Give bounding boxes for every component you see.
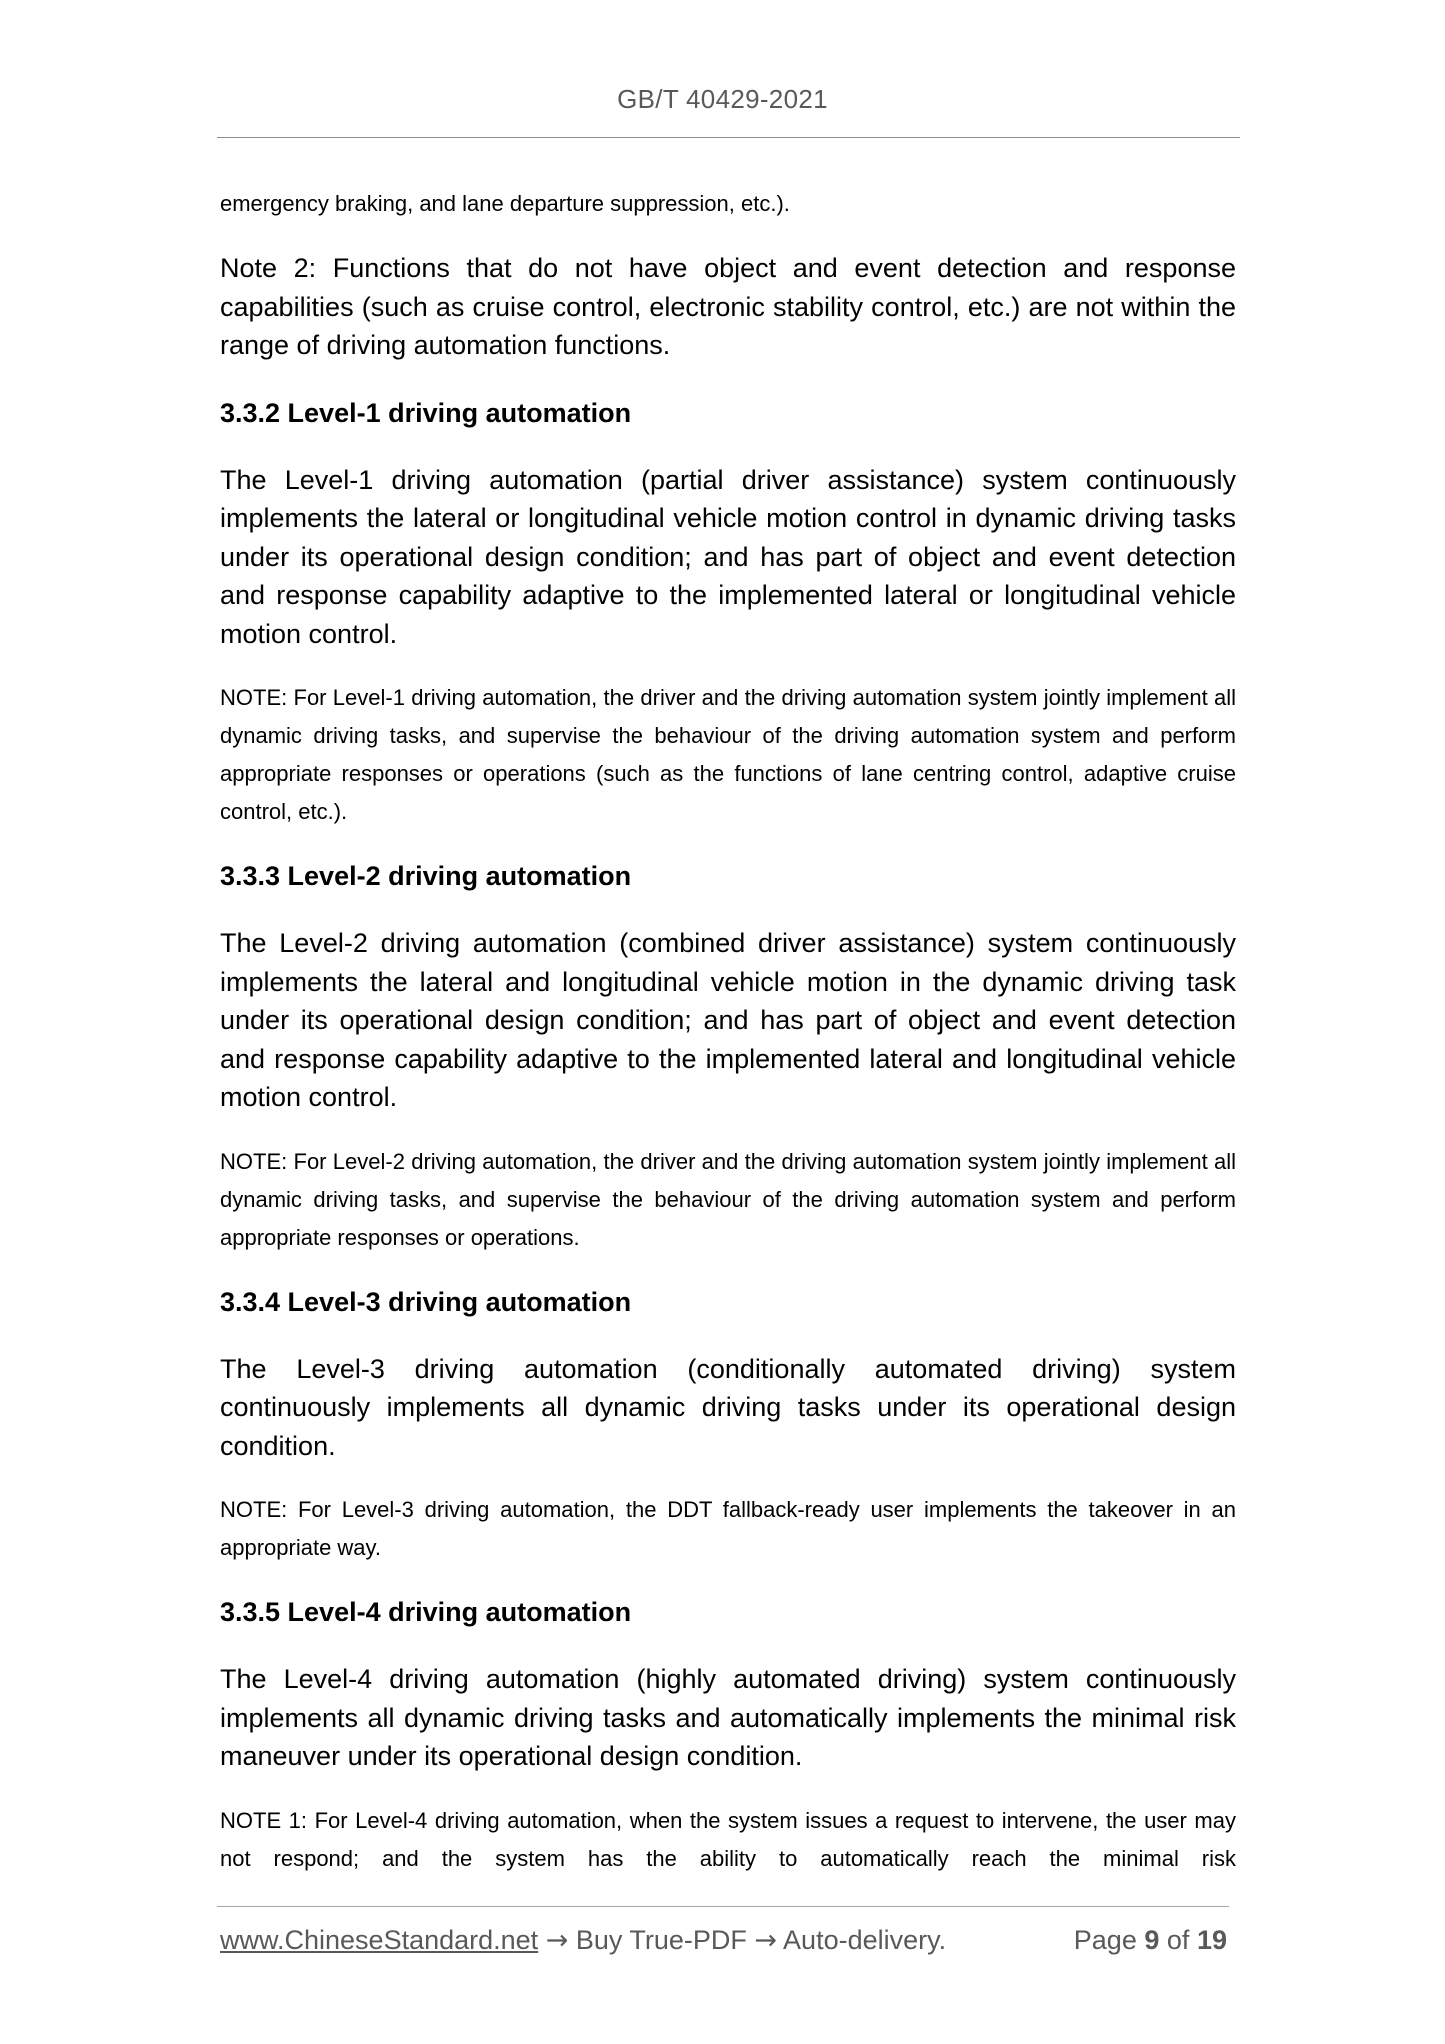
of-label: of <box>1166 1925 1190 1955</box>
level-1-paragraph: The Level-1 driving automation (partial driver assistance) system continuously implements the lateral or longitudinal vehicle motion control in dynamic driving tasks under its operational design condition; and has part of object and event detection and response capability adaptive to the implemented lateral or longitudinal vehicle motion control. <box>220 464 1236 649</box>
website-link[interactable]: www.ChineseStandard.net <box>220 1925 539 1955</box>
level-1-note: NOTE: For Level-1 driving automation, the driver and the driving automation system jointly implement all dynamic driving tasks, and supervise the behaviour of the driving automation system and perform appropriate responses or operations (such as the functions of lane centring control, adaptive cruise control, etc.). <box>220 685 1236 824</box>
level-2-note: NOTE: For Level-2 driving automation, the driver and the driving automation system jointly implement all dynamic driving tasks, and supervise the behaviour of the driving automation system and perform appropriate responses or operations. <box>220 1148 1236 1250</box>
level-3-note: NOTE: For Level-3 driving automation, the DDT fallback-ready user implements the takeover in an appropriate way. <box>220 1497 1236 1560</box>
page-number <box>1074 1925 1227 1956</box>
header-divider <box>217 137 1240 138</box>
arrow-right-icon: → <box>754 1925 778 1956</box>
level-4-paragraph: The Level-4 driving automation (highly automated driving) system continuously implements all dynamic driving tasks and automatically implements the minimal risk maneuver under its operational design condition. <box>220 1664 1236 1771</box>
level-4-note-1: NOTE 1: For Level-4 driving automation, when the system issues a request to intervene, the user may not respond; and the system has the ability to automatically reach the minimal risk <box>220 1807 1236 1871</box>
footer-divider <box>217 1906 1229 1907</box>
section-heading-3-3-3: 3.3.3 Level-2 driving automation <box>220 861 632 891</box>
paragraph-continuation: emergency braking, and lane departure suppression, etc.). <box>220 191 790 216</box>
section-heading-3-3-2: 3.3.2 Level-1 driving automation <box>220 397 632 428</box>
page-header <box>0 84 1445 115</box>
total-pages: 19 <box>1196 1925 1227 1955</box>
section-heading-3-3-4: 3.3.4 Level-3 driving automation <box>220 1286 632 1317</box>
page-label: Page <box>1073 1925 1137 1955</box>
current-page: 9 <box>1144 1925 1160 1955</box>
level-3-paragraph: The Level-3 driving automation (conditionally automated driving) system continuously implements all dynamic driving tasks under its operational design condition. <box>220 1353 1236 1461</box>
level-2-paragraph: The Level-2 driving automation (combined driver assistance) system continuously implements the lateral and longitudinal vehicle motion in the dynamic driving task under its operational design condition; and has part of object and event detection and response capability adaptive to the implemented lateral and longitudinal vehicle motion control. <box>220 928 1236 1112</box>
arrow-right-icon: → <box>545 1925 569 1956</box>
auto-delivery-text: Auto-delivery. <box>783 1925 947 1955</box>
note-2-paragraph: Note 2: Functions that do not have object and event detection and response capabilities (such as cruise control, electronic stability control, etc.) are not within the range of driving automation functions. <box>220 253 1236 360</box>
section-heading-3-3-5: 3.3.5 Level-4 driving automation <box>220 1597 632 1627</box>
footer-promo <box>220 1925 946 1956</box>
buy-true-pdf-text: Buy True-PDF <box>575 1925 747 1955</box>
standard-code: GB/T 40429-2021 <box>617 84 828 114</box>
document-body <box>220 185 1236 1878</box>
